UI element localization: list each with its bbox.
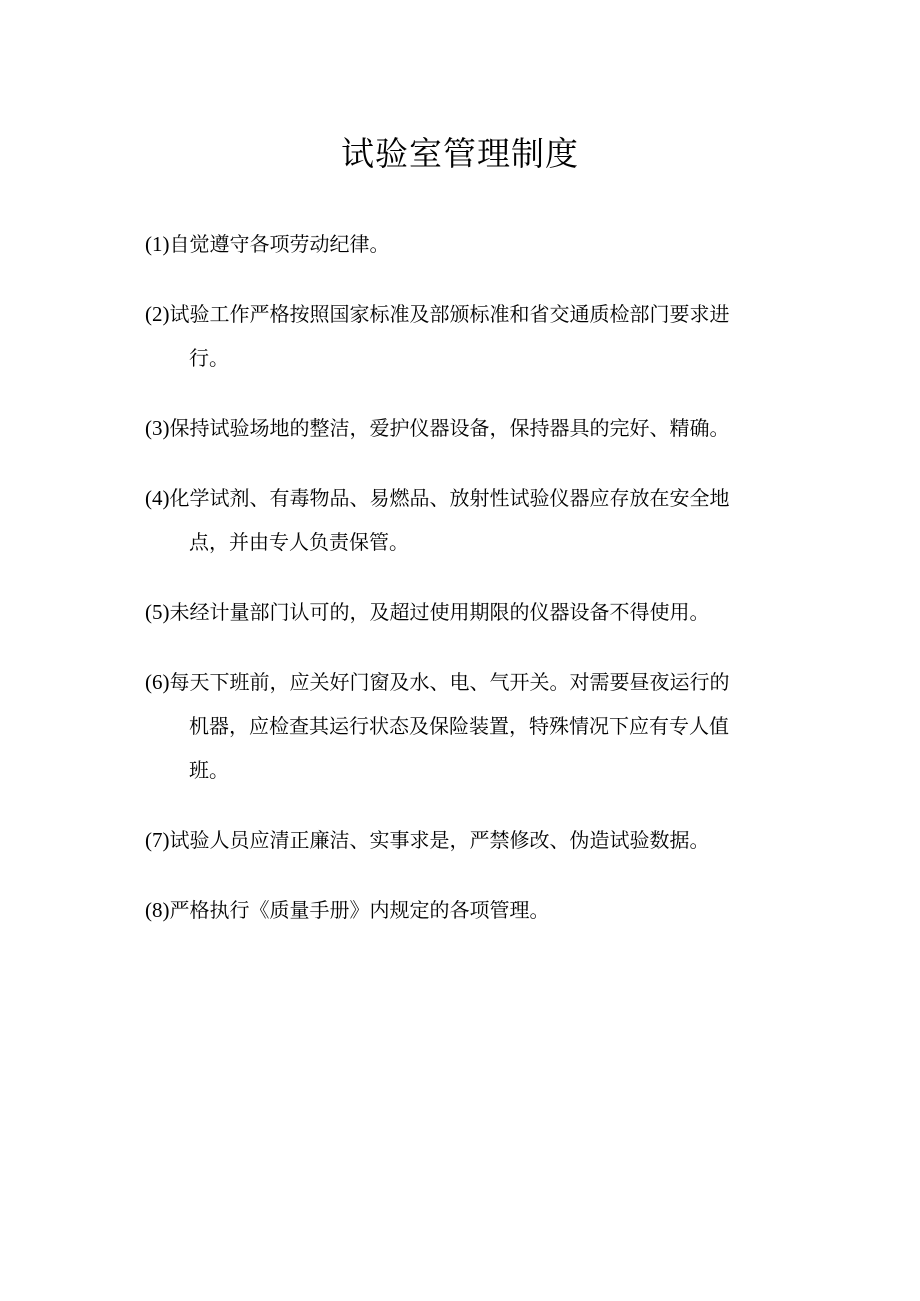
rule-item-8 xyxy=(145,888,785,932)
rule-line xyxy=(145,406,785,450)
rule-number: (3) xyxy=(145,416,170,440)
rule-continuation: 机器，应检查其运行状态及保险装置，特殊情况下应有专人值 xyxy=(189,714,729,738)
rule-continuation: 行。 xyxy=(189,346,229,370)
rule-text: 未经计量部门认可的，及超过使用期限的仪器设备不得使用。 xyxy=(169,600,710,624)
rule-item-5 xyxy=(145,590,785,634)
rules-list xyxy=(145,222,785,958)
rule-continuation: 班。 xyxy=(189,758,229,782)
rule-text: 试验工作严格按照国家标准及部颁标准和省交通质检部门要求进 xyxy=(169,302,730,326)
rule-continuation: 点，并由专人负责保管。 xyxy=(189,530,409,554)
rule-text: 每天下班前，应关好门窗及水、电、气开关。对需要昼夜运行的 xyxy=(169,670,730,694)
rule-text: 试验人员应清正廉洁、实事求是，严禁修改、伪造试验数据。 xyxy=(169,828,710,852)
rule-number: (7) xyxy=(145,828,170,852)
rule-line xyxy=(145,660,785,704)
rule-item-6 xyxy=(145,660,785,792)
rule-text: 保持试验场地的整洁，爱护仪器设备，保持器具的完好、精确。 xyxy=(169,416,730,440)
rule-line xyxy=(145,222,785,266)
rule-text: 化学试剂、有毒物品、易燃品、放射性试验仪器应存放在安全地 xyxy=(169,486,730,510)
rule-text: 严格执行《质量手册》内规定的各项管理。 xyxy=(169,898,550,922)
rule-number: (2) xyxy=(145,302,170,326)
rule-line xyxy=(145,476,785,520)
rule-line xyxy=(145,818,785,862)
rule-line xyxy=(145,888,785,932)
rule-number: (6) xyxy=(145,670,170,694)
rule-item-3 xyxy=(145,406,785,450)
rule-text: 自觉遵守各项劳动纪律。 xyxy=(169,232,390,256)
rule-number: (1) xyxy=(145,232,170,256)
rule-number: (4) xyxy=(145,486,170,510)
rule-number: (8) xyxy=(145,898,170,922)
rule-item-4 xyxy=(145,476,785,564)
rule-item-1 xyxy=(145,222,785,266)
rule-item-7 xyxy=(145,818,785,862)
rule-number: (5) xyxy=(145,600,170,624)
rule-line xyxy=(145,292,785,336)
rule-item-2 xyxy=(145,292,785,380)
document-title: 试验室管理制度 xyxy=(341,134,579,173)
rule-line xyxy=(145,590,785,634)
